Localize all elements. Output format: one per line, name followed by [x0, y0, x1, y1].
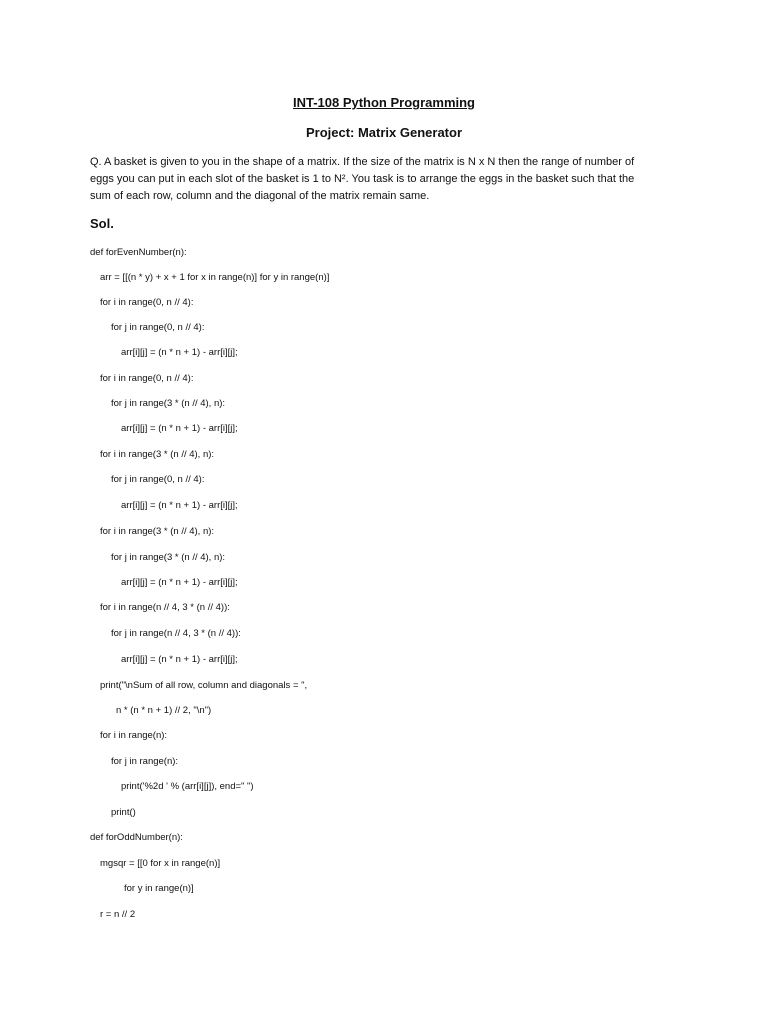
code-line: for j in range(n // 4, 3 * (n // 4)): [111, 628, 241, 639]
code-line: print() [111, 807, 136, 818]
code-line: def forEvenNumber(n): [90, 247, 187, 258]
code-line: print('%2d ' % (arr[i][j]), end=" ") [121, 781, 254, 792]
code-line: for i in range(3 * (n // 4), n): [100, 526, 215, 537]
question-paragraph [90, 154, 690, 205]
code-line: arr[i][j] = (n * n + 1) - arr[i][j]; [121, 423, 238, 434]
code-line: arr[i][j] = (n * n + 1) - arr[i][j]; [121, 654, 238, 665]
code-line: n * (n * n + 1) // 2, "\n") [116, 705, 212, 716]
question-line: eggs you can put in each slot of the basket is 1 to N². You task is to arrange the eggs in the basket such that the [90, 173, 635, 185]
code-line: for i in range(3 * (n // 4), n): [100, 449, 215, 460]
code-line: arr[i][j] = (n * n + 1) - arr[i][j]; [121, 577, 238, 588]
code-line: for j in range(3 * (n // 4), n): [111, 398, 226, 409]
code-line: for i in range(0, n // 4): [100, 373, 194, 384]
code-line: for j in range(3 * (n // 4), n): [111, 552, 226, 563]
code-line: def forOddNumber(n): [90, 832, 183, 843]
code-line: for i in range(0, n // 4): [100, 297, 194, 308]
code-line: for j in range(n): [111, 756, 179, 767]
code-line: mgsqr = [[0 for x in range(n)] [100, 858, 221, 869]
code-line: for i in range(n // 4, 3 * (n // 4)): [100, 602, 230, 613]
code-line: for y in range(n)] [124, 883, 194, 894]
code-line: for j in range(0, n // 4): [111, 474, 205, 485]
solution-label: Sol. [90, 216, 114, 231]
code-line: print("\nSum of all row, column and diagonals = ", [100, 680, 308, 691]
code-line: for i in range(n): [100, 730, 168, 741]
code-line: for j in range(0, n // 4): [111, 322, 205, 333]
course-title: INT-108 Python Programming [292, 95, 476, 110]
question-line: Q. A basket is given to you in the shape of a matrix. If the size of the matrix is N x N then the range of number of [90, 156, 635, 168]
code-line: arr = [[(n * y) + x + 1 for x in range(n)] for y in range(n)] [100, 272, 330, 283]
project-title: Project: Matrix Generator [305, 125, 463, 140]
question-line: sum of each row, column and the diagonal of the matrix remain same. [90, 190, 430, 202]
code-line: arr[i][j] = (n * n + 1) - arr[i][j]; [121, 347, 238, 358]
code-line: r = n // 2 [100, 909, 136, 920]
code-line: arr[i][j] = (n * n + 1) - arr[i][j]; [121, 500, 238, 511]
